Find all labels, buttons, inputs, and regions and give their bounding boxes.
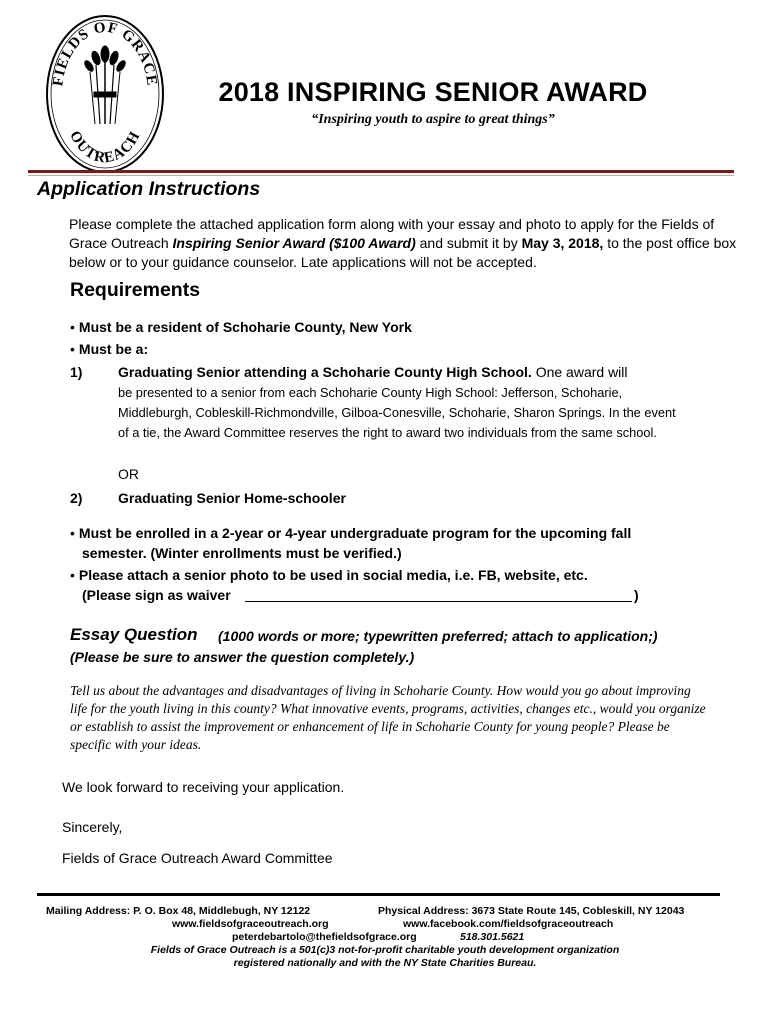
award-name: Inspiring Senior Award ($100 Award) [172, 235, 416, 251]
option-2-title: Graduating Senior Home-schooler [118, 490, 346, 506]
requirement-bullet-photo [70, 566, 690, 584]
footer-email-link[interactable]: peterdebartolo@thefieldsofgrace.org [232, 931, 417, 943]
requirement-continuation: semester. (Winter enrollments must be verified.) [82, 545, 402, 561]
bullet-symbol: • [70, 319, 75, 335]
option-1-title-bold: Graduating Senior attending a Schoharie County High School. [118, 364, 532, 380]
tagline: “Inspiring youth to aspire to great things” [311, 112, 555, 127]
footer-physical-address: Physical Address: 3673 State Route 145, Cobleskill, NY 12043 [378, 905, 685, 917]
option-1-title-tail: One award will [531, 364, 628, 380]
svg-text:OUTREACH [66, 128, 144, 166]
instructions-text-2: and submit it by [415, 235, 522, 251]
organization-logo [44, 12, 166, 177]
or-separator: OR [118, 466, 139, 482]
requirement-text: Must be enrolled in a 2-year or 4-year undergraduate program for the upcoming fall [78, 525, 632, 541]
requirement-text: Must be a resident of Schoharie County, New York [78, 319, 412, 335]
requirement-text: Please attach a senior photo to be used in social media, i.e. FB, website, etc. [78, 567, 588, 583]
closing-line: We look forward to receiving your application. [62, 779, 345, 795]
wheat-sheaf-icon [83, 46, 127, 124]
header-divider [28, 170, 734, 173]
option-number: 1) [70, 364, 83, 380]
footer-website-link[interactable]: www.fieldsofgraceoutreach.org [172, 918, 329, 930]
footer-phone: 518.301.5621 [460, 931, 525, 943]
waiver-signature-line[interactable] [245, 601, 632, 602]
essay-prompt: Tell us about the advantages and disadvantages of living in Schoharie County. How would you go about improving life for the youth living in this county? What innovative events, programs, activities, changes etc., would you organize or establish to assist the improvement or enhancement of life in Schoharie County for young people? Please be specific with your ideas. [70, 683, 706, 752]
footer-org-registration: registered nationally and with the NY State Charities Bureau. [233, 957, 537, 969]
footer-mailing-address: Mailing Address: P. O. Box 48, Middlebugh, NY 12122 [46, 905, 311, 917]
requirement-bullet-enrollment [70, 524, 690, 542]
footer-facebook-link[interactable]: www.facebook.com/fieldsofgraceoutreach [403, 918, 614, 930]
requirement-bullet-residency [70, 318, 412, 336]
option-1-detail: be presented to a senior from each Schoharie County High School: Jefferson, Schoharie, Middleburgh, Cobleskill-Richmondville, Gilboa-Conesville, Schoharie, Sharon Springs. In the event of a tie, the Award Committee reserves the right to award two individuals from the same school. [118, 385, 676, 440]
deadline: May 3, 2018, [521, 235, 604, 251]
logo-graphic [44, 12, 166, 177]
option-1-title [118, 363, 738, 381]
requirement-bullet-status [70, 340, 148, 358]
bullet-symbol: • [70, 567, 75, 583]
essay-heading: Essay Question [70, 625, 198, 644]
essay-note-2: (Please be sure to answer the question completely.) [70, 649, 415, 665]
logo-text-top: FIELDS OF GRACE [50, 19, 160, 88]
instructions-text-3: to the post office box below or to your guidance counselor. Late applications will not be accepted. [69, 235, 737, 270]
instructions-paragraph [69, 215, 739, 272]
waiver-label: (Please sign as waiver [82, 587, 231, 603]
requirement-text: Must be a: [78, 341, 149, 357]
bullet-symbol: • [70, 525, 75, 541]
closing-signature: Fields of Grace Outreach Award Committee [62, 850, 333, 866]
instructions-text-1: Please complete the attached application form along with your essay and photo to apply for the Fields of Grace Outreach [69, 216, 715, 251]
waiver-close-paren: ) [634, 587, 639, 603]
instructions-heading: Application Instructions [37, 178, 261, 200]
essay-note: (1000 words or more; typewritten preferred; attach to application;) [218, 628, 658, 644]
bullet-symbol: • [70, 341, 75, 357]
page-title: 2018 INSPIRING SENIOR AWARD [218, 77, 648, 107]
footer-org-statement: Fields of Grace Outreach is a 501(c)3 not-for-profit charitable youth development organization [150, 944, 620, 956]
requirements-heading: Requirements [70, 279, 201, 301]
closing-salutation: Sincerely, [62, 819, 123, 835]
footer-divider [37, 893, 720, 896]
logo-text-bottom: OUTREACH [66, 128, 144, 167]
option-number: 2) [70, 490, 83, 506]
